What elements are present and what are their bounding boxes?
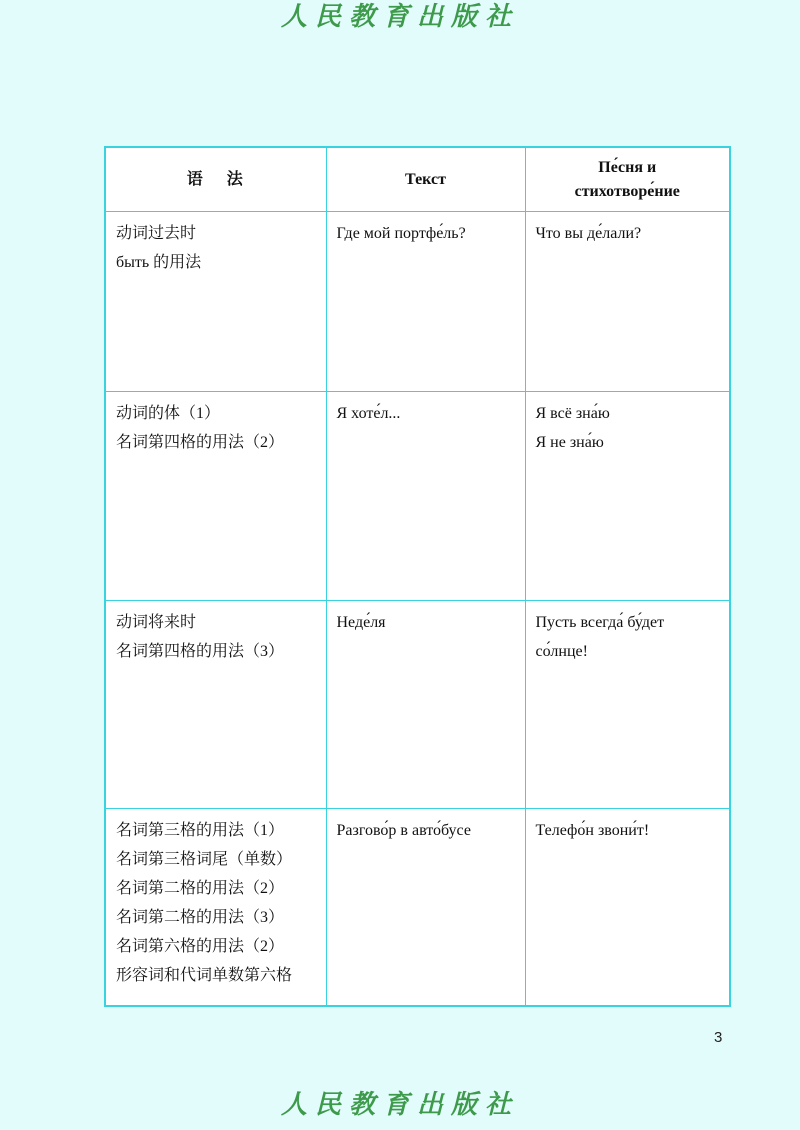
table-row	[105, 212, 730, 392]
cell-song-line: Я всё зна́ю	[535, 405, 610, 422]
cell-grammar	[105, 392, 326, 601]
header-song-label-line1: Пе́сня и	[598, 158, 657, 176]
cell-song-line: Пусть всегда́ бу́дет	[535, 614, 665, 631]
cell-grammar-line: 名词第二格的用法（3）	[116, 909, 285, 926]
cell-text-line: Я хоте́л...	[336, 405, 401, 422]
cell-text-line: Разгово́р в авто́бусе	[336, 822, 471, 839]
cell-grammar-line: 动词过去时	[116, 225, 197, 242]
cell-grammar-line: 名词第四格的用法（2）	[116, 434, 285, 451]
table-header-row	[105, 147, 730, 212]
header-song	[525, 147, 730, 212]
publisher-logo-top: 人民教育出版社	[280, 2, 519, 32]
cell-grammar	[105, 601, 326, 809]
cell-text	[326, 392, 525, 601]
header-text-label: Текст	[405, 170, 446, 188]
header-grammar-label: 语 法	[186, 170, 253, 188]
cell-grammar	[105, 212, 326, 392]
cell-song	[525, 601, 730, 809]
cell-grammar	[105, 809, 326, 1006]
cell-song-line: Я не зна́ю	[535, 434, 604, 451]
page-number: 3	[714, 1029, 723, 1046]
cell-text	[326, 601, 525, 809]
cell-text	[326, 212, 525, 392]
cell-song-line: Что вы де́лали?	[535, 225, 642, 242]
table-row	[105, 809, 730, 1006]
cell-song	[525, 392, 730, 601]
cell-song-line: со́лнце!	[535, 643, 588, 660]
header-song-label-line2: стихотворе́ние	[574, 182, 680, 200]
cell-grammar-line: 名词第二格的用法（2）	[116, 880, 285, 897]
header-grammar	[105, 147, 326, 212]
cell-text	[326, 809, 525, 1006]
cell-song	[525, 809, 730, 1006]
cell-grammar-line: 动词的体（1）	[116, 405, 221, 422]
cell-grammar-line: 形容词和代词单数第六格	[116, 967, 293, 984]
cell-grammar-line: 名词第六格的用法（2）	[116, 938, 285, 955]
table-row	[105, 392, 730, 601]
cell-song	[525, 212, 730, 392]
table-row	[105, 601, 730, 809]
cell-text-line: Где мой портфе́ль?	[336, 225, 466, 242]
header-text	[326, 147, 525, 212]
cell-grammar-line: 动词将来时	[116, 614, 197, 631]
cell-song-line: Телефо́н звони́т!	[535, 822, 650, 839]
contents-table	[104, 146, 731, 1007]
cell-text-line: Неде́ля	[336, 614, 386, 631]
publisher-logo-bottom: 人民教育出版社	[280, 1090, 519, 1120]
cell-grammar-line: 名词第三格的用法（1）	[116, 822, 285, 839]
cell-grammar-line: быть 的用法	[116, 254, 202, 271]
cell-grammar-line: 名词第四格的用法（3）	[116, 643, 285, 660]
cell-grammar-line: 名词第三格词尾（单数）	[116, 851, 293, 868]
